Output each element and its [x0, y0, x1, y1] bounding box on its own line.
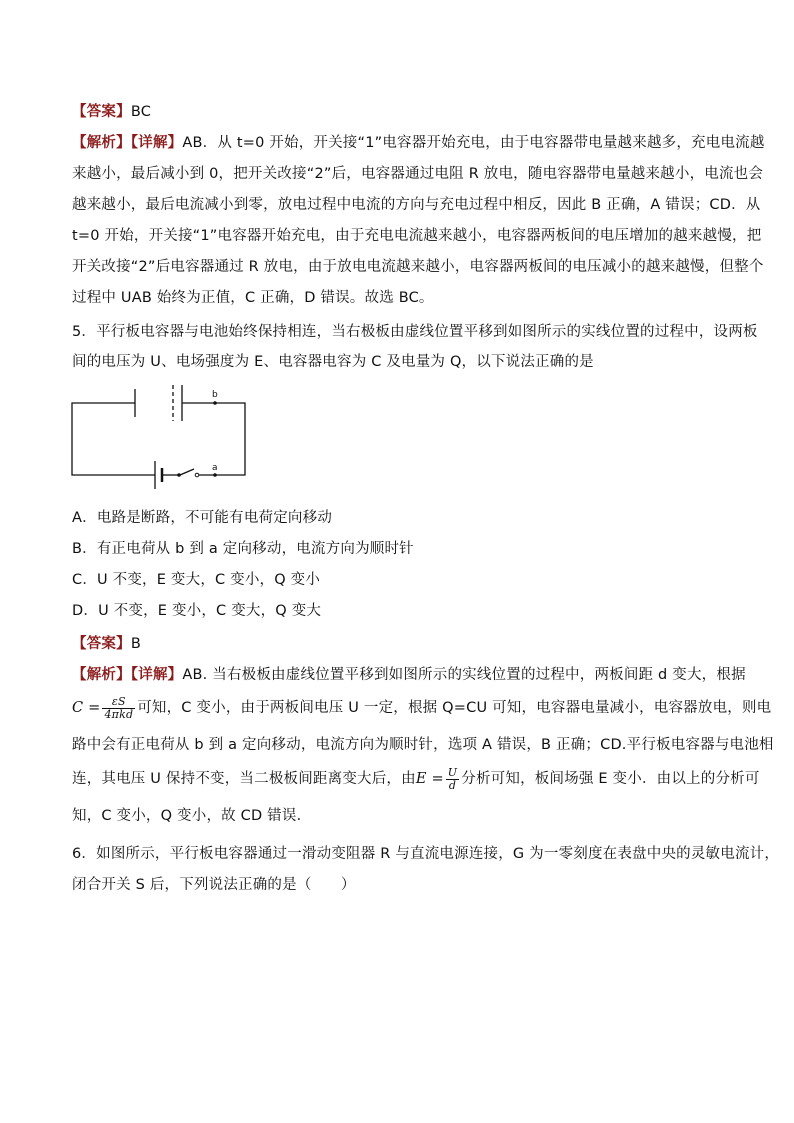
q4-analysis-line-3: 越来越小，最后电流减小到零，放电过程中电流的方向与充电过程中相反，因此 B 正确，A 错误；CD．从 — [72, 197, 761, 213]
analysis-text: 连，其电压 U 保持不变，当二极板间距离变大后，由 — [72, 771, 416, 787]
switch-contact — [195, 473, 199, 477]
q5-analysis-line-5: 知，C 变小，Q 变小，故 CD 错误． — [72, 808, 312, 824]
q5-analysis-line-4 — [72, 764, 760, 794]
q4-analysis-line-1 — [72, 133, 765, 153]
q4-analysis-line-4: t=0 开始，开关接“1”电容器开始充电，由于充电电流越来越小，电容器两板间的电压增加的越来越慢，把 — [72, 228, 762, 244]
formula-e-numerator: U — [447, 765, 458, 779]
q5-stem-line-1: 5．平行板电容器与电池始终保持相连，当右极板由虚线位置平移到如图所示的实线位置的过程中，设两板 — [72, 324, 758, 340]
label-a: a — [212, 463, 218, 473]
analysis-text: AB．从 t=0 开始，开关接“1”电容器开始充电，由于电容器带电量越来越多，充电电流越 — [182, 135, 765, 151]
q5-analysis-line-1 — [72, 665, 746, 685]
formula-c-fraction — [102, 696, 135, 721]
q4-answer — [72, 102, 151, 122]
q4-analysis-line-6: 过程中 UAB 始终为正值，C 正确，D 错误。故选 BC。 — [72, 290, 434, 306]
formula-c-numerator: εS — [102, 696, 135, 709]
formula-e-lhs: E = — [415, 771, 444, 787]
answer-value: BC — [130, 104, 152, 120]
q5-option-a: A．电路是断路，不可能有电荷定向移动 — [72, 510, 333, 526]
formula-c-denominator: 4πkd — [104, 707, 134, 721]
q5-option-d: D．U 不变，E 变小，C 变大，Q 变大 — [72, 603, 322, 619]
q5-option-b: B．有正电荷从 b 到 a 定向移动，电流方向为顺时针 — [72, 541, 414, 557]
q5-answer — [72, 634, 141, 654]
analysis-text: 分析可知，板间场强 E 变小．由以上的分析可 — [461, 771, 760, 787]
q4-analysis-line-5: 开关改接“2”后电容器通过 R 放电，由于放电电流越来越小，电容器两板间的电压减小的越来越慢，但整个 — [72, 259, 764, 275]
circuit-diagram — [60, 375, 260, 500]
q5-analysis-line-2 — [72, 693, 771, 723]
q5-analysis-line-3: 路中会有正电荷从 b 到 a 定向移动，电流方向为顺时针，选项 A 错误，B 正确；CD.平行板电容器与电池相 — [72, 737, 774, 753]
answer-tag: 【答案】 — [72, 104, 131, 120]
q5-option-c: C．U 不变，E 变大，C 变小，Q 变小 — [72, 572, 321, 588]
formula-e-denominator: d — [448, 778, 457, 792]
wire-left — [72, 403, 155, 475]
point-b — [213, 401, 217, 405]
q6-stem-line-1: 6．如图所示，平行板电容器通过一滑动变阻器 R 与直流电源连接，G 为一零刻度在表盘中央的灵敏电流计， — [72, 846, 780, 862]
q5-stem-line-2: 间的电压为 U、电场强度为 E、电容器电容为 C 及电量为 Q，以下说法正确的是 — [72, 354, 594, 370]
answer-value: B — [130, 636, 141, 652]
q4-analysis-line-2: 来越小，最后减小到 0，把开关改接“2”后，电容器通过电阻 R 放电，随电容器带电量越来越小，电流也会 — [72, 166, 764, 182]
analysis-tag: 【解析】【详解】 — [72, 667, 183, 683]
analysis-text: 可知，C 变小，由于两板间电压 U 一定，根据 Q=CU 可知，电容器电量减小，电容器放电，则电 — [137, 700, 772, 716]
q6-stem-line-2: 闭合开关 S 后，下列说法正确的是（ ） — [72, 877, 356, 893]
label-b: b — [212, 390, 218, 400]
answer-tag: 【答案】 — [72, 636, 131, 652]
formula-c-lhs: C = — [72, 700, 101, 716]
formula-e-fraction — [446, 767, 459, 792]
analysis-text: AB. 当右极板由虚线位置平移到如图所示的实线位置的过程中，两板间距 d 变大，根据 — [182, 667, 746, 683]
point-a — [213, 473, 217, 477]
analysis-tag: 【解析】【详解】 — [72, 135, 183, 151]
switch-blade — [180, 469, 194, 475]
switch-pivot — [177, 473, 181, 477]
